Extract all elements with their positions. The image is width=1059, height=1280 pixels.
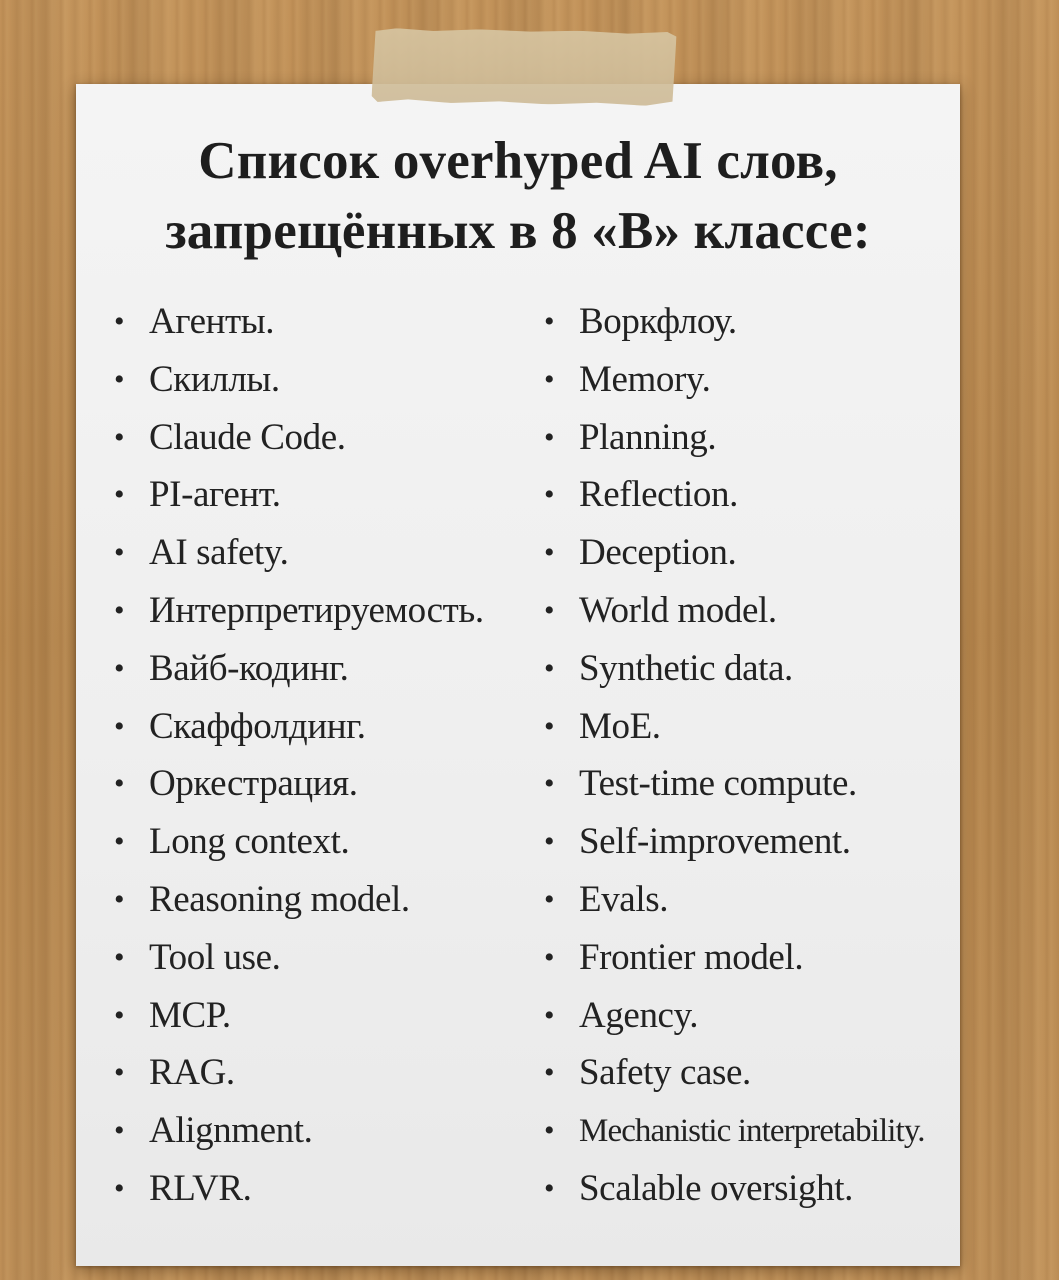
list-item-text: Скаффолдинг.	[149, 705, 366, 747]
bullet-icon: •	[544, 478, 555, 512]
list-item-text: Self-improvement.	[579, 821, 851, 863]
list-item	[114, 356, 484, 414]
right-word-list	[544, 298, 925, 1223]
list-item-text: Reasoning model.	[149, 878, 410, 920]
bullet-icon: •	[114, 362, 125, 396]
bullet-icon: •	[544, 420, 555, 454]
bullet-icon: •	[544, 651, 555, 685]
list-item-text: Интерпретируемость.	[149, 589, 484, 631]
list-item	[114, 876, 484, 934]
bullet-icon: •	[114, 593, 125, 627]
list-item	[114, 760, 484, 818]
list-item-text: Long context.	[149, 821, 350, 863]
bullet-icon: •	[114, 709, 125, 743]
list-item	[544, 818, 925, 876]
list-item-text: Deception.	[579, 532, 737, 574]
bullet-icon: •	[114, 882, 125, 916]
list-item-text: Synthetic data.	[579, 647, 793, 689]
list-item	[114, 471, 484, 529]
list-item-text: Воркфлоу.	[579, 301, 737, 342]
title-line-2: запрещённых в 8 «В» классе:	[165, 202, 871, 260]
list-item	[544, 876, 925, 934]
list-item-text: Tool use.	[149, 936, 281, 978]
bullet-icon: •	[114, 1171, 125, 1205]
bullet-icon: •	[544, 709, 555, 743]
bullet-icon: •	[544, 305, 555, 338]
bullet-icon: •	[114, 478, 125, 512]
list-item	[114, 587, 484, 645]
bullet-icon: •	[544, 593, 555, 627]
list-item-text: Safety case.	[579, 1052, 751, 1094]
list-item	[544, 356, 925, 414]
bullet-icon: •	[114, 536, 125, 570]
list-item-text: Planning.	[579, 416, 717, 458]
list-item	[544, 1165, 925, 1223]
list-item	[114, 818, 484, 876]
list-item-text: PI-агент.	[149, 474, 281, 516]
list-item	[544, 645, 925, 703]
paper-sheet	[76, 84, 960, 1266]
list-item	[544, 760, 925, 818]
left-word-list	[114, 298, 484, 1223]
bullet-icon: •	[114, 767, 125, 801]
list-item	[544, 587, 925, 645]
list-item	[544, 934, 925, 992]
list-item	[114, 703, 484, 761]
bullet-icon: •	[114, 1056, 125, 1090]
bullet-icon: •	[544, 1056, 555, 1090]
list-item	[114, 645, 484, 703]
list-item-text: Frontier model.	[579, 936, 804, 978]
list-item	[544, 1049, 925, 1107]
list-item	[114, 992, 484, 1050]
list-item	[114, 1107, 484, 1165]
list-item	[544, 529, 925, 587]
list-item	[114, 1165, 484, 1223]
list-item	[114, 414, 484, 472]
list-item-text: Agency.	[579, 994, 699, 1036]
bullet-icon: •	[114, 305, 125, 338]
masking-tape	[371, 28, 676, 106]
list-item-text: World model.	[579, 589, 777, 631]
bullet-icon: •	[544, 1114, 555, 1148]
list-item-text: Вайб-кодинг.	[149, 647, 349, 689]
bullet-icon: •	[114, 651, 125, 685]
bullet-icon: •	[114, 940, 125, 974]
list-item-text: Test-time compute.	[579, 763, 857, 805]
list-item-text: Оркестрация.	[149, 763, 358, 805]
list-item-text: AI safety.	[149, 532, 289, 574]
bullet-icon: •	[544, 1171, 555, 1205]
list-item	[544, 414, 925, 472]
list-item-text: MoE.	[579, 705, 661, 747]
list-item-text: MCP.	[149, 994, 231, 1036]
bullet-icon: •	[544, 998, 555, 1032]
list-item-text: Evals.	[579, 878, 669, 920]
list-item	[544, 703, 925, 761]
list-item	[544, 992, 925, 1050]
list-item-text: Mechanistic interpretability.	[579, 1113, 925, 1150]
list-item-text: Агенты.	[149, 301, 275, 342]
list-item	[114, 934, 484, 992]
list-item	[114, 298, 484, 356]
list-item-text: RAG.	[149, 1052, 235, 1094]
list-item	[114, 1049, 484, 1107]
bullet-icon: •	[544, 882, 555, 916]
bullet-icon: •	[114, 825, 125, 859]
bullet-icon: •	[544, 940, 555, 974]
list-item-text: RLVR.	[149, 1167, 252, 1209]
page-title	[76, 126, 960, 266]
list-item	[544, 298, 925, 356]
list-item-text: Reflection.	[579, 474, 738, 516]
bullet-icon: •	[114, 1114, 125, 1148]
list-item	[114, 529, 484, 587]
bullet-icon: •	[544, 767, 555, 801]
list-item-text: Claude Code.	[149, 416, 346, 458]
bullet-icon: •	[544, 536, 555, 570]
bullet-icon: •	[114, 998, 125, 1032]
bullet-icon: •	[544, 362, 555, 396]
list-item-text: Memory.	[579, 358, 711, 400]
bullet-icon: •	[114, 420, 125, 454]
list-item-text: Scalable oversight.	[579, 1167, 853, 1209]
list-item-text: Скиллы.	[149, 358, 280, 400]
title-line-1: Список overhyped AI слов,	[198, 132, 838, 190]
list-item	[544, 471, 925, 529]
list-item-text: Alignment.	[149, 1110, 313, 1152]
list-item	[544, 1107, 925, 1165]
bullet-icon: •	[544, 825, 555, 859]
